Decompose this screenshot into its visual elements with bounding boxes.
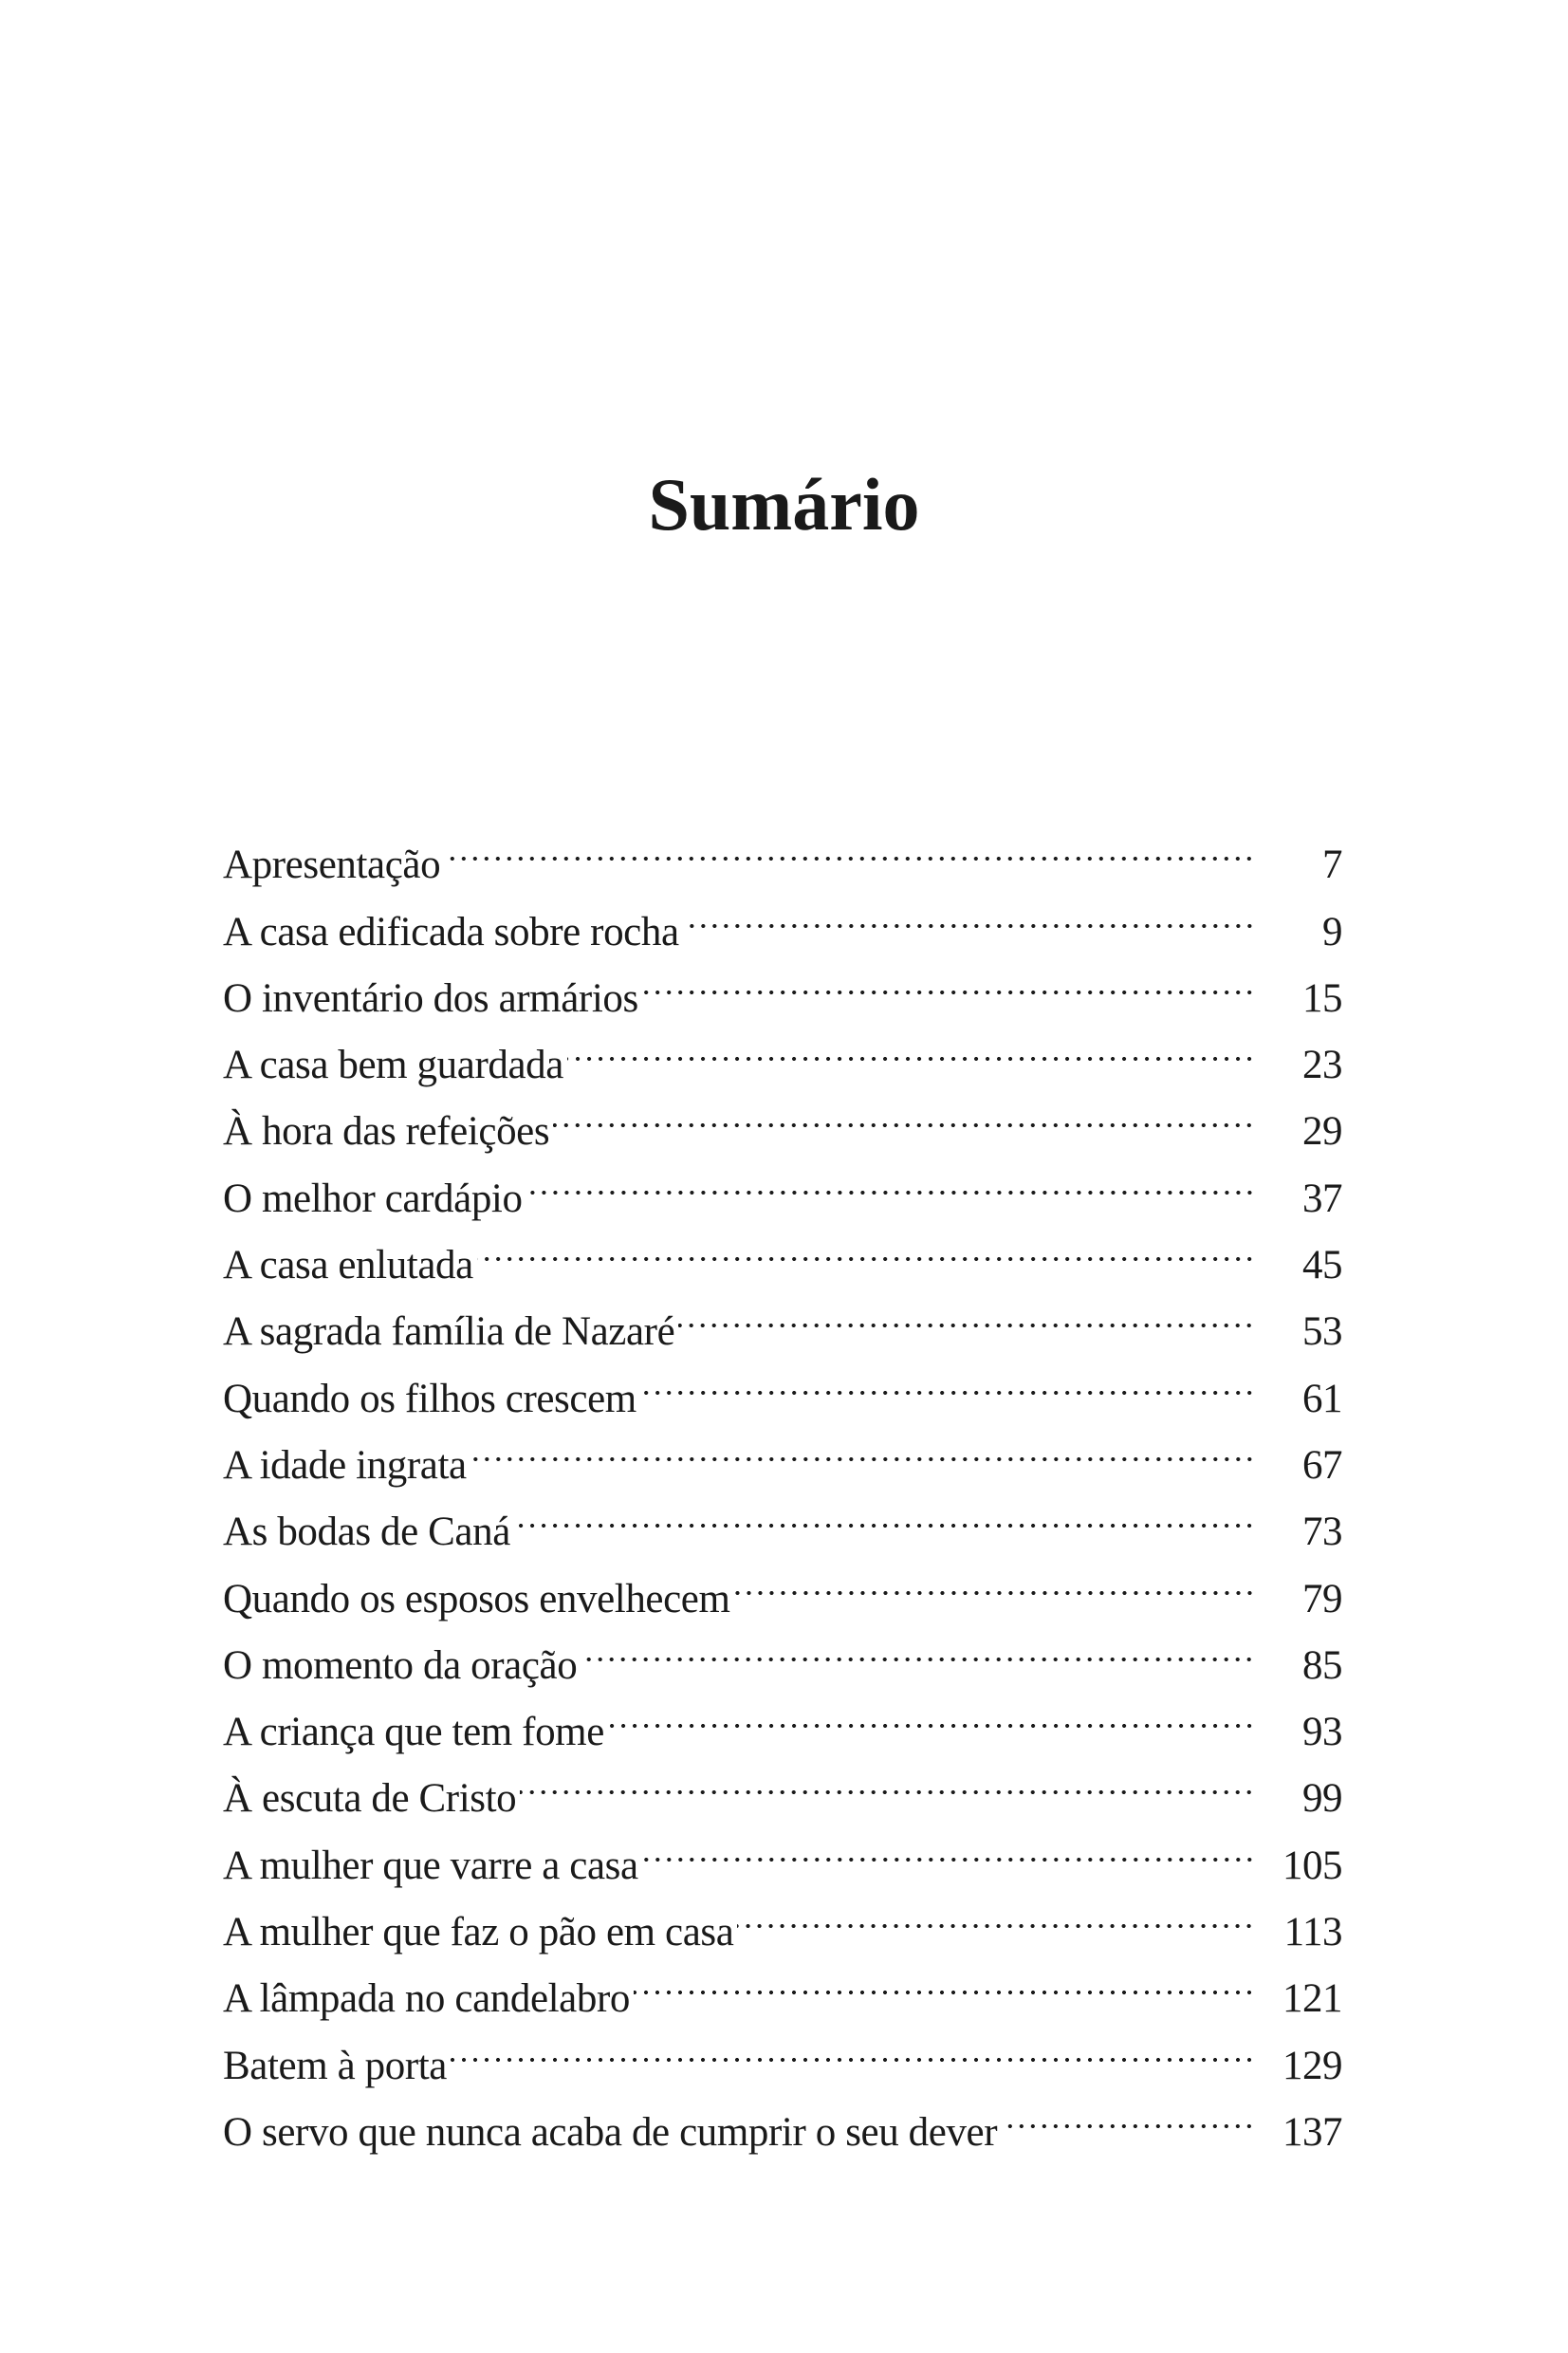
toc-entry-title: O inventário dos armários [223, 975, 638, 1021]
toc-entry-page: 67 [1302, 1442, 1342, 1488]
toc-entry-title: À hora das refeições [223, 1109, 550, 1155]
toc-entry-page: 37 [1302, 1176, 1342, 1221]
table-of-contents [223, 811, 1342, 2155]
dot-leader [451, 2011, 1255, 2078]
toc-entry-page: 45 [1302, 1243, 1342, 1288]
toc-entry-title: A sagrada família de Nazaré [223, 1309, 675, 1355]
toc-entry-page: 53 [1302, 1309, 1342, 1355]
toc-entry-title: A lâmpada no candelabro [223, 1976, 630, 2022]
toc-entry-title: As bodas de Caná [223, 1510, 510, 1555]
dot-leader [734, 1545, 1255, 1611]
toc-entry-page: 137 [1282, 2109, 1342, 2155]
toc-entry-title: À escuta de Cristo [223, 1776, 517, 1822]
toc-entry-title: Quando os esposos envelhecem [223, 1576, 730, 1621]
dot-leader [477, 1212, 1255, 1278]
page-title: Sumário [648, 463, 920, 547]
dot-leader [683, 878, 1255, 944]
dot-leader [642, 945, 1255, 1011]
dot-leader [1001, 2079, 1255, 2145]
toc-entry-title: A casa edificada sobre rocha [223, 909, 679, 954]
toc-entry-title: O momento da oração [223, 1642, 578, 1688]
dot-leader [737, 1879, 1255, 1945]
toc-entry-page: 105 [1282, 1843, 1342, 1888]
toc-entry-page: 121 [1282, 1976, 1342, 2022]
toc-entry-title: A mulher que varre a casa [223, 1843, 638, 1888]
toc-entry-page: 23 [1302, 1043, 1342, 1088]
dot-leader [444, 811, 1255, 878]
toc-entry-page: 29 [1302, 1109, 1342, 1155]
dot-leader [553, 1078, 1255, 1144]
dot-leader [642, 1811, 1255, 1878]
toc-entry-page: 9 [1322, 909, 1342, 954]
dot-leader [514, 1478, 1255, 1545]
toc-entry-page: 61 [1302, 1376, 1342, 1421]
toc-entry-title: O melhor cardápio [223, 1176, 523, 1221]
toc-entry-page: 73 [1302, 1510, 1342, 1555]
toc-entry[interactable] [223, 811, 1342, 888]
toc-entry-title: O servo que nunca acaba de cumprir o seu dever [223, 2109, 998, 2155]
dot-leader [520, 1745, 1255, 1811]
toc-entry-title: A casa enlutada [223, 1243, 473, 1288]
toc-entry-page: 113 [1283, 1910, 1342, 1955]
toc-entry-title: Apresentação [223, 843, 441, 888]
dot-leader [634, 1945, 1255, 2011]
toc-entry-page: 93 [1302, 1710, 1342, 1755]
toc-entry-title: Batem à porta [223, 2043, 447, 2088]
toc-entry-title: A mulher que faz o pão em casa [223, 1910, 734, 1955]
dot-leader [678, 1278, 1255, 1344]
toc-entry-title: Quando os filhos crescem [223, 1376, 636, 1421]
dot-leader [567, 1011, 1255, 1078]
toc-entry-title: A casa bem guardada [223, 1043, 563, 1088]
toc-entry-page: 7 [1322, 843, 1342, 888]
toc-entry-page: 85 [1302, 1642, 1342, 1688]
toc-entry-title: A idade ingrata [223, 1442, 467, 1488]
toc-entry-title: A criança que tem fome [223, 1710, 604, 1755]
toc-entry-page: 79 [1302, 1576, 1342, 1621]
dot-leader [581, 1612, 1255, 1678]
dot-leader [608, 1678, 1255, 1745]
toc-entry-page: 99 [1302, 1776, 1342, 1822]
toc-entry-page: 15 [1302, 975, 1342, 1021]
toc-entry-page: 129 [1282, 2043, 1342, 2088]
dot-leader [640, 1344, 1255, 1411]
dot-leader [526, 1144, 1255, 1211]
dot-leader [470, 1412, 1255, 1478]
